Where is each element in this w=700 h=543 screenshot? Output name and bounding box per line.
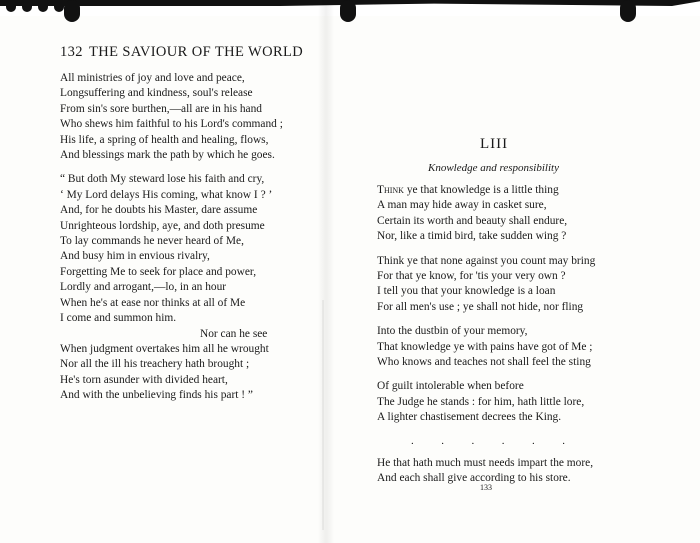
- verse-line: Nor all the ill his treachery hath brought ;: [60, 358, 250, 371]
- verse-line: He that hath much must needs impart the more,: [377, 456, 594, 469]
- stanza: [377, 324, 595, 370]
- verse-line: All ministries of joy and love and peace,: [60, 72, 245, 84]
- verse-line: That knowledge ye with pains have got of Me ;: [377, 340, 593, 353]
- stanza: [377, 254, 595, 316]
- verse-line: For all men's use ; ye shall not hide, nor fling: [377, 300, 584, 313]
- verse-line: I come and summon him.: [60, 312, 177, 325]
- verse-line: A man may hide away in casket sure,: [377, 199, 547, 212]
- verse-line: And, for he doubts his Master, dare assume: [60, 204, 258, 217]
- verse-line: Into the dustbin of your memory,: [377, 325, 528, 338]
- right-page-poem: [377, 183, 595, 487]
- opening-word: Think: [377, 184, 404, 196]
- verse-line: Who knows and teaches not shall feel the sting: [377, 356, 591, 369]
- stanza: [60, 71, 330, 163]
- binding-hole: [64, 0, 80, 22]
- verse-line: And blessings mark the path by which he goes.: [60, 149, 275, 162]
- binding-hole: [54, 0, 64, 12]
- verse-line: Who shews him faithful to his Lord's command ;: [60, 118, 283, 131]
- stanza: [377, 183, 595, 245]
- verse-line: His life, a spring of health and healing, flows,: [60, 133, 269, 146]
- page-number: 132: [60, 44, 83, 60]
- verse-line: Unrighteous lordship, aye, and doth presume: [60, 219, 265, 232]
- verse-line: The Judge he stands : for him, hath little lore,: [377, 395, 585, 408]
- stanza: [60, 172, 330, 403]
- binding-hole: [620, 0, 636, 22]
- stanza: [377, 379, 595, 425]
- running-head-title: THE SAVIOUR OF THE WORLD: [88, 44, 304, 60]
- section-number: LIII: [480, 136, 509, 152]
- verse-line-indented: Nor can he see: [200, 327, 268, 340]
- verse-line: Nor, like a timid bird, take sudden wing ?: [377, 230, 567, 243]
- page-folio: 133: [480, 483, 492, 492]
- verse-line: From sin's sore burthen,—all are in his hand: [60, 102, 262, 115]
- ellipsis-break: . . . . . .: [411, 434, 565, 447]
- verse-line: When judgment overtakes him all he wrought: [60, 342, 269, 355]
- binding-hole: [38, 0, 48, 12]
- verse-line: Of guilt intolerable when before: [377, 380, 524, 393]
- verse-line: And with the unbelieving finds his part ! ”: [60, 389, 253, 402]
- binding-hole: [6, 0, 16, 12]
- verse-line: I tell you that your knowledge is a loan: [377, 285, 556, 298]
- binding-hole: [340, 0, 356, 22]
- verse-line: Lordly and arrogant,—lo, in an hour: [60, 281, 227, 294]
- running-head: [60, 44, 330, 61]
- scan-artifact: [322, 300, 324, 530]
- verse-line: ‘ My Lord delays His coming, what know I ? ’: [60, 188, 273, 201]
- verse-line: Certain its worth and beauty shall endure,: [377, 214, 568, 227]
- stanza: [377, 456, 595, 487]
- verse-line: Forgetting Me to seek for place and power,: [60, 265, 257, 278]
- verse-line: For that ye know, for 'tis your very own ?: [377, 270, 566, 283]
- verse-line: Think ye that knowledge is a little thing: [377, 184, 559, 196]
- verse-line: “ But doth My steward lose his faith and cry,: [60, 173, 265, 186]
- verse-line: Longsuffering and kindness, soul's release: [60, 87, 253, 100]
- verse-line: To lay commands he never heard of Me,: [60, 235, 244, 248]
- verse-line: A lighter chastisement decrees the King.: [377, 411, 562, 424]
- poem-subtitle: Knowledge and responsibility: [428, 162, 559, 174]
- verse-line: He's torn asunder with divided heart,: [60, 373, 228, 386]
- verse-line: When he's at ease nor thinks at all of Me: [60, 296, 246, 309]
- binding-hole: [22, 0, 32, 12]
- verse-line: And busy him in envious rivalry,: [60, 250, 210, 263]
- left-page: [60, 44, 330, 404]
- verse-line: And each shall give according to his store.: [377, 472, 571, 485]
- verse-line: Think ye that none against you count may bring: [377, 254, 596, 267]
